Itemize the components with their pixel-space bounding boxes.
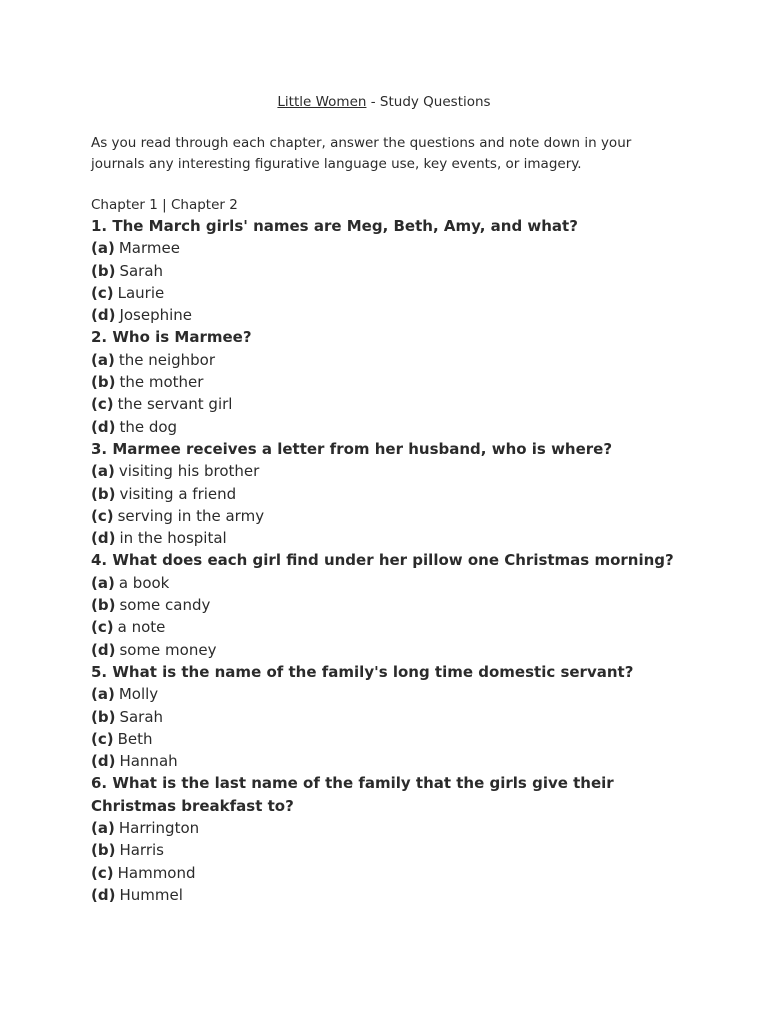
option-letter: (a) bbox=[91, 685, 115, 704]
answer-option bbox=[91, 282, 691, 304]
answer-option bbox=[91, 237, 691, 259]
option-text: the dog bbox=[119, 417, 178, 436]
question-block bbox=[91, 772, 691, 906]
option-text: Molly bbox=[118, 685, 159, 704]
instructions-paragraph: As you read through each chapter, answer the questions and note down in your journals any interesting figurative language use, key events, or imagery. bbox=[91, 135, 632, 172]
answer-option bbox=[91, 862, 691, 884]
option-text: Hammond bbox=[117, 863, 196, 882]
option-letter: (c) bbox=[91, 283, 114, 302]
question-text: 1. The March girls' names are Meg, Beth, Amy, and what? bbox=[91, 217, 578, 235]
option-letter: (b) bbox=[91, 484, 116, 503]
question-list bbox=[91, 215, 691, 906]
option-letter: (a) bbox=[91, 462, 115, 481]
answer-option bbox=[91, 572, 691, 594]
option-letter: (c) bbox=[91, 395, 114, 414]
answer-option bbox=[91, 616, 691, 638]
answer-option bbox=[91, 594, 691, 616]
option-letter: (b) bbox=[91, 841, 116, 860]
question-text: 3. Marmee receives a letter from her husband, who is where? bbox=[91, 439, 613, 458]
answer-option bbox=[91, 639, 691, 661]
option-text: Sarah bbox=[119, 707, 164, 726]
answer-option bbox=[91, 260, 691, 282]
option-text: Harris bbox=[119, 841, 164, 860]
answer-option bbox=[91, 483, 691, 505]
option-text: Laurie bbox=[117, 283, 165, 302]
answer-option bbox=[91, 349, 691, 371]
option-text: the neighbor bbox=[118, 350, 216, 369]
option-letter: (d) bbox=[91, 752, 116, 771]
option-letter: (d) bbox=[91, 640, 116, 659]
option-text: Marmee bbox=[118, 239, 180, 258]
option-letter: (b) bbox=[91, 373, 116, 392]
question-block bbox=[91, 549, 691, 660]
option-letter: (c) bbox=[91, 863, 114, 882]
option-text: Beth bbox=[117, 729, 153, 748]
document-page bbox=[91, 93, 691, 906]
option-text: the servant girl bbox=[117, 395, 233, 414]
answer-option bbox=[91, 706, 691, 728]
answer-option bbox=[91, 884, 691, 906]
question-block bbox=[91, 438, 691, 549]
option-text: the mother bbox=[119, 373, 204, 392]
option-text: Hannah bbox=[119, 752, 178, 771]
question-text: 5. What is the name of the family's long time domestic servant? bbox=[91, 662, 634, 681]
option-text: a note bbox=[117, 618, 166, 637]
book-title: Little Women bbox=[277, 94, 367, 110]
answer-option bbox=[91, 505, 691, 527]
option-letter: (b) bbox=[91, 261, 116, 280]
question-text: 6. What is the last name of the family that the girls give their Christmas breakfast to? bbox=[91, 774, 614, 815]
option-text: Harrington bbox=[118, 819, 200, 838]
question-block bbox=[91, 661, 691, 772]
title-suffix: - Study Questions bbox=[366, 94, 491, 110]
option-letter: (c) bbox=[91, 729, 114, 748]
answer-option bbox=[91, 683, 691, 705]
option-text: Josephine bbox=[119, 306, 193, 325]
question-text: 4. What does each girl find under her pillow one Christmas morning? bbox=[91, 551, 674, 570]
question-block bbox=[91, 215, 691, 326]
question-text: 2. Who is Marmee? bbox=[91, 328, 252, 347]
option-text: Hummel bbox=[119, 885, 183, 904]
answer-option bbox=[91, 817, 691, 839]
option-letter: (d) bbox=[91, 306, 116, 325]
option-letter: (d) bbox=[91, 529, 116, 548]
option-text: a book bbox=[118, 573, 170, 592]
option-text: some money bbox=[119, 640, 217, 659]
answer-option bbox=[91, 527, 691, 549]
option-letter: (d) bbox=[91, 885, 116, 904]
option-text: some candy bbox=[119, 596, 211, 615]
chapter-heading: Chapter 1 | Chapter 2 bbox=[91, 197, 238, 213]
answer-option bbox=[91, 416, 691, 438]
option-text: in the hospital bbox=[119, 529, 227, 548]
page-title bbox=[91, 93, 677, 111]
option-letter: (a) bbox=[91, 239, 115, 258]
answer-option bbox=[91, 750, 691, 772]
option-text: serving in the army bbox=[117, 506, 265, 525]
answer-option bbox=[91, 728, 691, 750]
answer-option bbox=[91, 460, 691, 482]
option-letter: (a) bbox=[91, 350, 115, 369]
answer-option bbox=[91, 371, 691, 393]
option-text: Sarah bbox=[119, 261, 164, 280]
option-letter: (d) bbox=[91, 417, 116, 436]
option-text: visiting his brother bbox=[118, 462, 260, 481]
option-letter: (a) bbox=[91, 573, 115, 592]
answer-option bbox=[91, 304, 691, 326]
option-letter: (b) bbox=[91, 596, 116, 615]
option-letter: (a) bbox=[91, 819, 115, 838]
answer-option bbox=[91, 393, 691, 415]
option-text: visiting a friend bbox=[119, 484, 237, 503]
answer-option bbox=[91, 839, 691, 861]
option-letter: (c) bbox=[91, 618, 114, 637]
option-letter: (b) bbox=[91, 707, 116, 726]
option-letter: (c) bbox=[91, 506, 114, 525]
question-block bbox=[91, 326, 691, 437]
